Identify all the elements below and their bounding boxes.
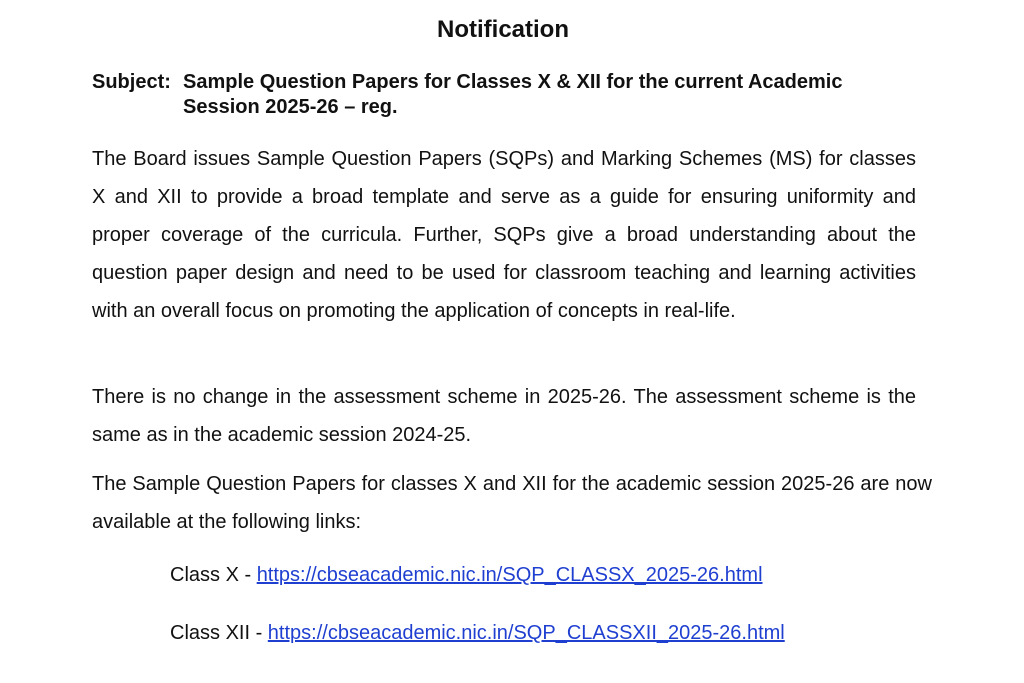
assessment-paragraph: There is no change in the assessment scheme in 2025-26. The assessment scheme is the same as in the academic session 2024-25.: [92, 386, 916, 446]
subject-line: [92, 70, 932, 120]
intro-paragraph: The Board issues Sample Question Papers (SQPs) and Marking Schemes (MS) for classes X and XII to provide a broad template and serve as a guide for ensuring uniformity and proper coverage of the curricula. Further, SQPs give a broad understanding about the question paper design and need to be used for classroom teaching and learning activities with an overall focus on promoting the application of concepts in real-life.: [92, 148, 916, 322]
page-title: Notification: [437, 16, 569, 43]
class-xii-label: Class XII -: [170, 622, 268, 644]
class-xii-link-line: [170, 619, 785, 647]
class-xii-sqp-link[interactable]: https://cbseacademic.nic.in/SQP_CLASSXII_2025-26.html: [267, 622, 785, 644]
class-x-sqp-link[interactable]: https://cbseacademic.nic.in/SQP_CLASSX_2025-26.html: [256, 564, 763, 586]
class-x-link-line: [170, 561, 763, 589]
subject-label: Subject:: [92, 71, 171, 93]
class-x-label: Class X -: [170, 564, 257, 586]
subject-text: Sample Question Papers for Classes X & XII for the current Academic Session 2025-26 – reg.: [183, 71, 843, 118]
availability-paragraph: The Sample Question Papers for classes X and XII for the academic session 2025-26 are now available at the following links:: [92, 473, 932, 533]
